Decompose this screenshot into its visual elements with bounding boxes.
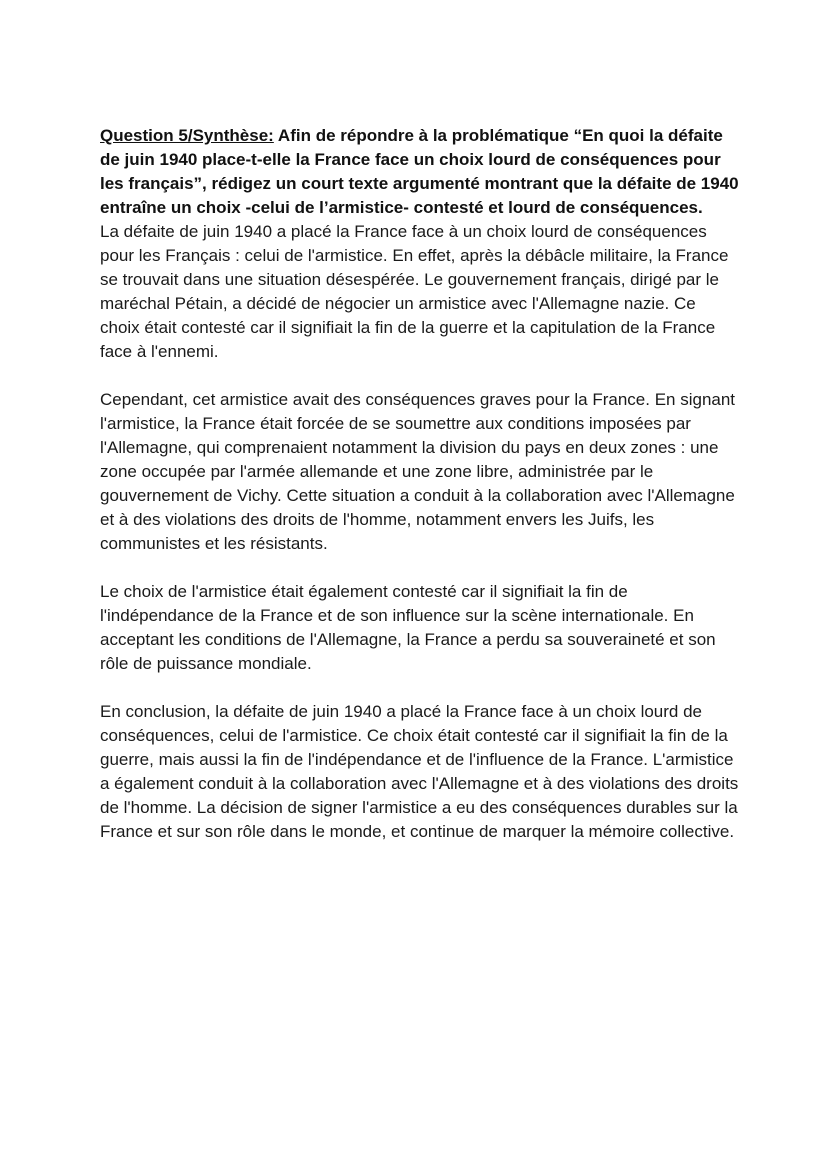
question-block — [100, 124, 740, 220]
question-text: Afin de répondre à la problématique “En quoi la défaite de juin 1940 place-t-elle la France face un choix lourd de conséquences pour les français”, rédigez un court texte argumenté montrant que la défaite de 1940 entraîne un choix -celui de l’armistice- contesté et lourd de conséquences. — [100, 126, 739, 217]
answer-paragraph-2: Cependant, cet armistice avait des conséquences graves pour la France. En signant l'armistice, la France était forcée de se soumettre aux conditions imposées par l'Allemagne, qui comprenaient notamment la division du pays en deux zones : une zone occupée par l'armée allemande et une zone libre, administrée par le gouvernement de Vichy. Cette situation a conduit à la collaboration avec l'Allemagne et à des violations des droits de l'homme, notamment envers les Juifs, les communistes et les résistants. — [100, 390, 736, 553]
answer-paragraph-1: La défaite de juin 1940 a placé la France face à un choix lourd de conséquences pour les Français : celui de l'armistice. En effet, après la débâcle militaire, la France se trouvait dans une situation désespérée. Le gouvernement français, dirigé par le maréchal Pétain, a décidé de négocier un armistice avec l'Allemagne nazie. Ce choix était contesté car il signifiait la fin de la guerre et la capitulation de la France face à l'ennemi. — [100, 222, 729, 361]
answer-block — [100, 220, 740, 844]
question-label: Question 5/Synthèse: — [100, 126, 274, 145]
answer-paragraph-3: Le choix de l'armistice était également contesté car il signifiait la fin de l'indépendance de la France et de son influence sur la scène internationale. En acceptant les conditions de l'Allemagne, la France a perdu sa souveraineté et son rôle de puissance mondiale. — [100, 582, 716, 673]
document-page — [100, 124, 740, 844]
answer-paragraph-4: En conclusion, la défaite de juin 1940 a placé la France face à un choix lourd de conséquences, celui de l'armistice. Ce choix était contesté car il signifiait la fin de la guerre, mais aussi la fin de l'indépendance et de l'influence de la France. L'armistice a également conduit à la collaboration avec l'Allemagne et à des violations des droits de l'homme. La décision de signer l'armistice a eu des conséquences durables sur la France et sur son rôle dans le monde, et continue de marquer la mémoire collective. — [100, 702, 739, 841]
